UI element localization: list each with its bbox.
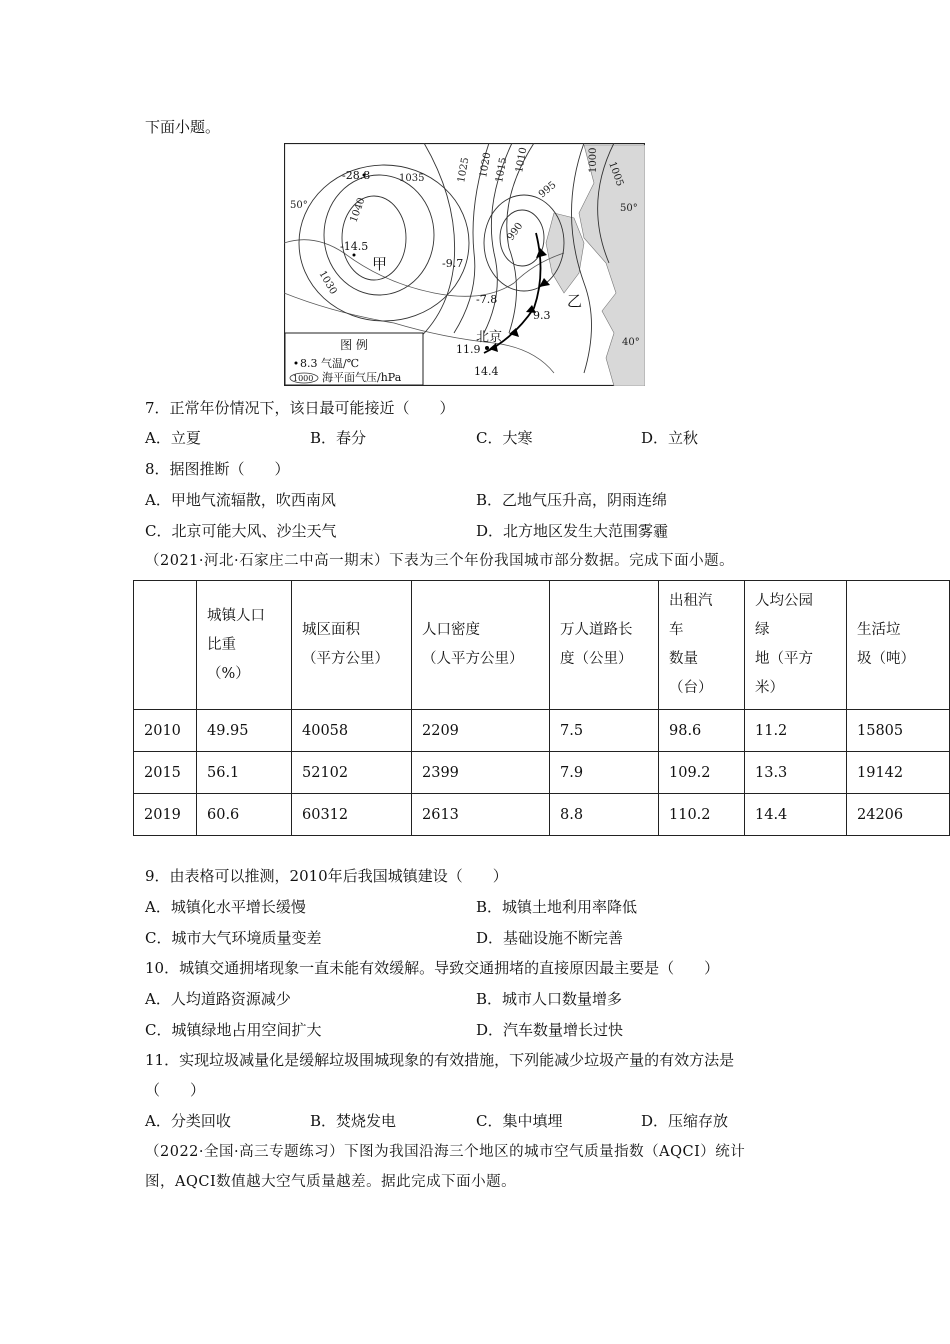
question-stem: 7．正常年份情况下，该日最可能接近（ ）	[145, 399, 455, 417]
station-dot	[353, 254, 356, 257]
header-cell: 人口密度 （人平方公里）	[412, 581, 550, 710]
source-note-2021: （2021·河北·石家庄二中高一期末）下表为三个年份我国城市部分数据。完成下面小题。	[145, 553, 735, 569]
legend-title: 图 例	[340, 338, 368, 352]
header-cell	[134, 581, 197, 710]
table-cell: 2399	[412, 752, 550, 794]
answer-option[interactable]: D．北方地区发生大范围雾霾	[476, 522, 669, 540]
isobar-label-1020: 1020	[478, 151, 494, 179]
table-cell: 98.6	[659, 710, 745, 752]
answer-option[interactable]: B．春分	[310, 429, 367, 447]
lat-label: 50°	[290, 200, 308, 211]
table-cell: 60.6	[197, 794, 292, 836]
header-cell: 生活垃 圾（吨）	[847, 581, 950, 710]
answer-option[interactable]: A．人均道路资源减少	[145, 990, 291, 1008]
question-stem: 11．实现垃圾减量化是缓解垃圾围城现象的有效措施，下列能减少垃圾产量的有效方法是	[145, 1051, 735, 1069]
header-cell: 万人道路长 度（公里）	[550, 581, 659, 710]
table-row	[134, 752, 950, 794]
table-cell: 24206	[847, 794, 950, 836]
isobar-label-1030: 1030	[316, 269, 339, 297]
legend-dot	[295, 362, 298, 365]
label-yi: 乙	[567, 292, 583, 310]
intro-tail: 下面小题。	[145, 118, 221, 136]
answer-option[interactable]: B．城市人口数量增多	[476, 990, 623, 1008]
table-cell: 2613	[412, 794, 550, 836]
label-jia: 甲	[372, 255, 388, 273]
header-cell: 城镇人口 比重 （%）	[197, 581, 292, 710]
table-cell: 19142	[847, 752, 950, 794]
table-cell: 109.2	[659, 752, 745, 794]
table-cell: 13.3	[745, 752, 847, 794]
answer-option[interactable]: C．集中填埋	[476, 1112, 563, 1130]
answer-option[interactable]: C．城镇绿地占用空间扩大	[145, 1021, 322, 1039]
table-cell: 49.95	[197, 710, 292, 752]
isobar-label-1000: 1000	[588, 147, 599, 173]
legend-temp: 8.3 气温/℃	[300, 357, 360, 370]
table-cell: 60312	[292, 794, 412, 836]
question-stem: 8．据图推断（ ）	[145, 460, 290, 478]
answer-option[interactable]: A．城镇化水平增长缓慢	[145, 898, 306, 916]
header-cell: 出租汽 车 数量 （台）	[659, 581, 745, 710]
table-cell: 11.2	[745, 710, 847, 752]
table-row	[134, 710, 950, 752]
temp-label: 11.9	[456, 343, 481, 356]
lat-label: 50°	[620, 203, 638, 214]
header-cell: 城区面积 （平方公里）	[292, 581, 412, 710]
table-cell: 40058	[292, 710, 412, 752]
city-data-table	[133, 580, 950, 836]
lat-label: 40°	[622, 337, 640, 348]
isobar-label-1015: 1015	[494, 156, 510, 184]
temp-label: 14.4	[474, 365, 499, 378]
table-cell: 15805	[847, 710, 950, 752]
source-note-2022: （2022·全国·高三专题练习）下图为我国沿海三个地区的城市空气质量指数（AQCI）统计	[145, 1144, 746, 1160]
answer-option[interactable]: D．立秋	[641, 429, 699, 447]
answer-option[interactable]: A．甲地气流辐散，吹西南风	[145, 491, 336, 509]
source-note-2022-line2: 图，AQCI数值越大空气质量越差。据此完成下面小题。	[145, 1174, 517, 1190]
header-cell: 人均公园 绿 地（平方 米）	[745, 581, 847, 710]
isobar-label-990: 990	[505, 220, 526, 243]
answer-option[interactable]: D．汽车数量增长过快	[476, 1021, 624, 1039]
legend-pressure: 海平面气压/hPa	[322, 371, 402, 384]
legend-pressure-num: 1000	[293, 374, 314, 383]
isobar-label-1010: 1010	[514, 146, 530, 174]
weather-map	[284, 143, 645, 386]
table-cell: 2010	[134, 710, 197, 752]
answer-option[interactable]: B．焚烧发电	[310, 1112, 397, 1130]
beijing-dot	[485, 346, 489, 350]
table-cell: 56.1	[197, 752, 292, 794]
table-header-row	[134, 581, 950, 710]
answer-option[interactable]: B．乙地气压升高，阴雨连绵	[476, 491, 668, 509]
table-cell: 2209	[412, 710, 550, 752]
table-cell: 8.8	[550, 794, 659, 836]
answer-option[interactable]: A．立夏	[145, 429, 201, 447]
table-cell: 52102	[292, 752, 412, 794]
temp-label: -9.7	[442, 257, 464, 270]
temp-label: -28.8	[342, 169, 371, 182]
question-stem: 10．城镇交通拥堵现象一直未能有效缓解。导致交通拥堵的直接原因最主要是（ ）	[145, 959, 720, 977]
table-row	[134, 794, 950, 836]
answer-option[interactable]: D．压缩存放	[641, 1112, 729, 1130]
label-beijing: 北京	[476, 330, 503, 345]
table-cell: 2019	[134, 794, 197, 836]
answer-option[interactable]: C．城市大气环境质量变差	[145, 929, 322, 947]
isobar-label-1025: 1025	[456, 156, 472, 184]
table-cell: 110.2	[659, 794, 745, 836]
table-cell: 2015	[134, 752, 197, 794]
temp-label: -7.8	[476, 293, 498, 306]
question-stem: 9．由表格可以推测，2010年后我国城镇建设（ ）	[145, 867, 508, 885]
answer-option[interactable]: D．基础设施不断完善	[476, 929, 624, 947]
isobar-label-1005: 1005	[606, 160, 626, 188]
isobar-label-1040: 1040	[348, 196, 368, 225]
answer-option[interactable]: C．北京可能大风、沙尘天气	[145, 522, 337, 540]
table-cell: 7.9	[550, 752, 659, 794]
answer-option[interactable]: B．城镇土地利用率降低	[476, 898, 638, 916]
temp-label: -14.5	[340, 240, 369, 253]
table-cell: 7.5	[550, 710, 659, 752]
isobar-label-1035: 1035	[399, 173, 425, 184]
table-cell: 14.4	[745, 794, 847, 836]
question-stem-cont: （ ）	[145, 1081, 206, 1099]
answer-option[interactable]: C．大寒	[476, 429, 533, 447]
temp-label: 9.3	[533, 309, 551, 322]
answer-option[interactable]: A．分类回收	[145, 1112, 231, 1130]
isobar-label-995: 995	[536, 179, 559, 201]
